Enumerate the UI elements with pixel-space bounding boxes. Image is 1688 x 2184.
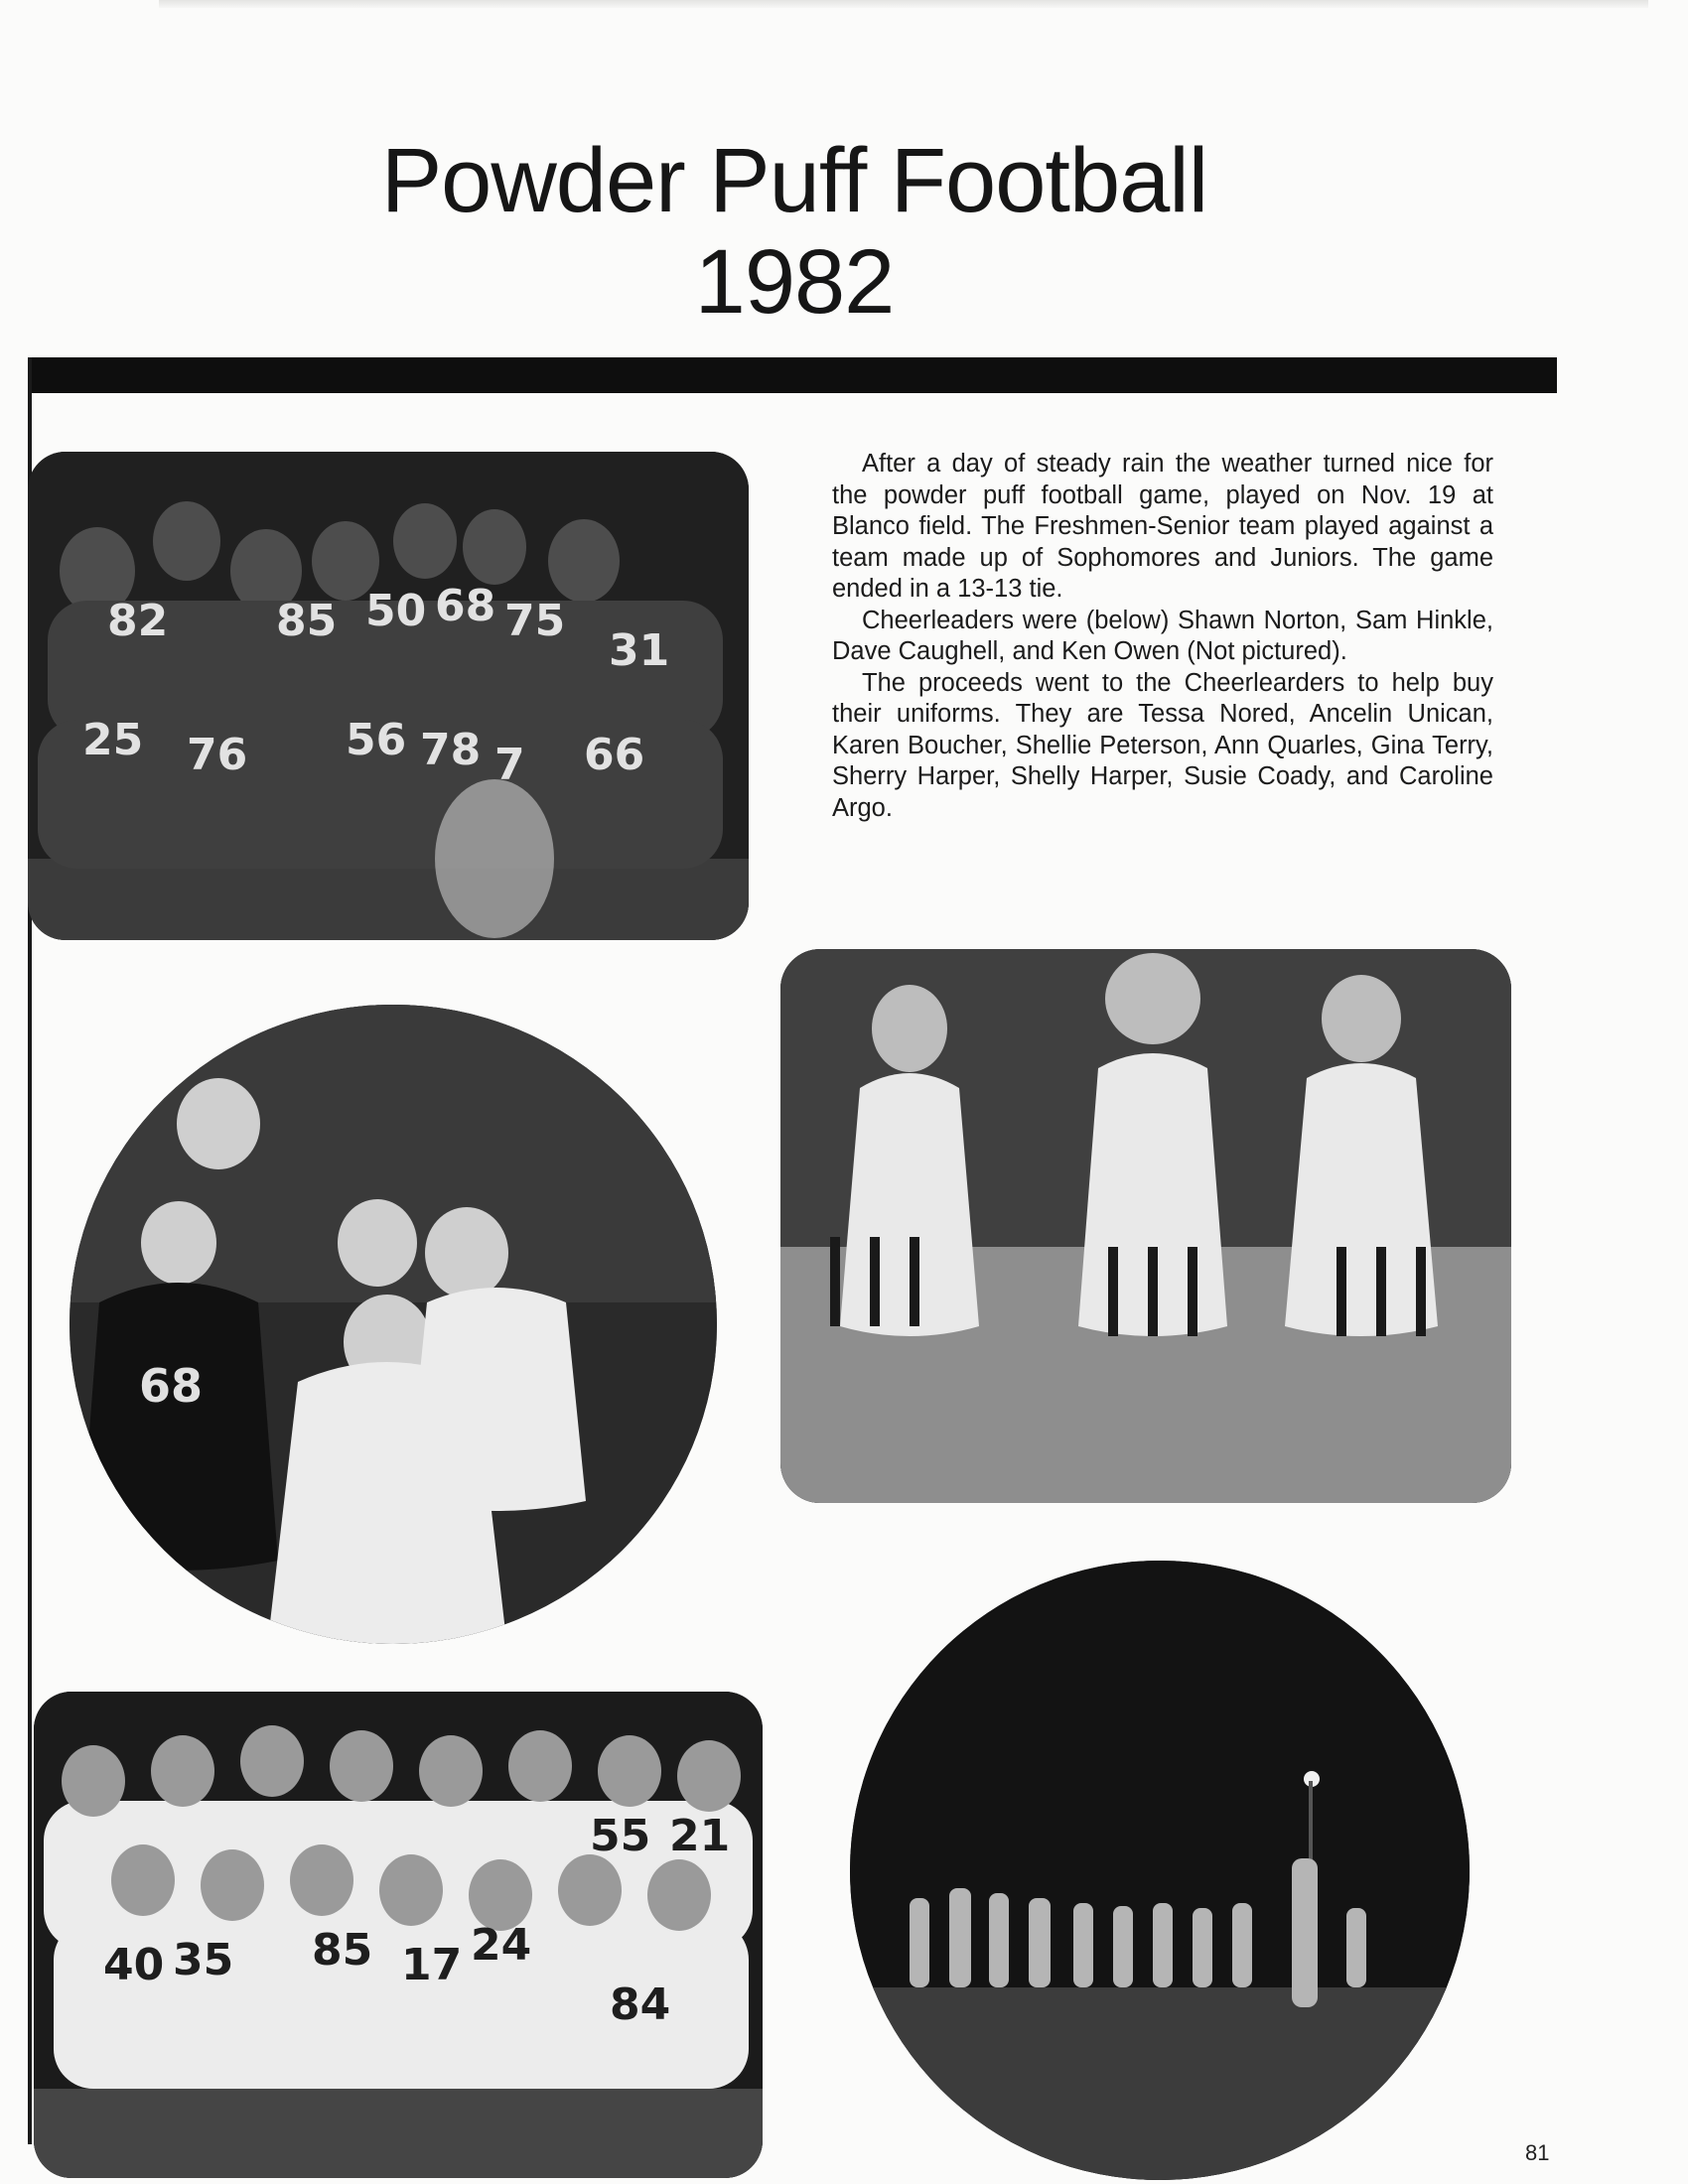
jersey-number: 24 [471, 1920, 532, 1971]
jersey-number: 40 [103, 1940, 165, 1990]
jersey-number: 76 [187, 730, 248, 780]
page-title: Powder Puff Football [380, 130, 1208, 231]
jersey-number: 68 [435, 581, 496, 631]
jersey-number: 82 [107, 596, 169, 646]
article-paragraph: Cheerleaders were (below) Shawn Norton, Sam Hinkle, Dave Caughell, and Ken Owen (Not pictured). [832, 606, 1493, 665]
page-edge [159, 0, 1648, 8]
photo-night-game [850, 1561, 1470, 2180]
jersey-number: 7 [494, 740, 525, 790]
jersey-number: 85 [276, 596, 338, 646]
jersey-number: 21 [669, 1811, 731, 1861]
jersey-number: 68 [139, 1359, 204, 1413]
jersey-number: 56 [346, 715, 407, 765]
jersey-number: 85 [312, 1925, 373, 1976]
jersey-number: 35 [173, 1935, 234, 1985]
jersey-number: 66 [584, 730, 645, 780]
photo-team-white-jerseys [34, 1692, 763, 2178]
photo-circle-group [70, 1005, 717, 1644]
jersey-number: 84 [610, 1979, 671, 2030]
page-title-year: 1982 [694, 231, 895, 333]
jersey-number: 25 [82, 715, 144, 765]
jersey-number: 31 [609, 625, 670, 676]
photo-team-dark-jerseys [28, 452, 749, 940]
jersey-number: 75 [504, 596, 566, 646]
jersey-number: 78 [420, 725, 482, 775]
article-paragraph: After a day of steady rain the weather turned nice for the powder puff football game, played on Nov. 19 at Blanco field. The Freshmen-Senior team played against a team made up of Sophomores and Juniors. The game ended in a 13-13 tie. [832, 450, 1493, 603]
jersey-number: 50 [365, 586, 427, 636]
photo-cheerleaders-chalkboard [780, 949, 1511, 1503]
jersey-number: 55 [590, 1811, 651, 1861]
jersey-number: 17 [401, 1940, 463, 1990]
article-paragraph: The proceeds went to the Cheerlearders to help buy their uniforms. They are Tessa Nored, Ancelin Unican, Karen Boucher, Shellie Peterson, Ann Quarles, Gina Terry, Sherry Harper, Shelly Harper, Susie Coady, and Caroline Argo. [832, 668, 1493, 822]
page-number: 81 [1525, 2140, 1550, 2165]
article-text [832, 449, 1493, 824]
title-rule [28, 357, 1557, 393]
